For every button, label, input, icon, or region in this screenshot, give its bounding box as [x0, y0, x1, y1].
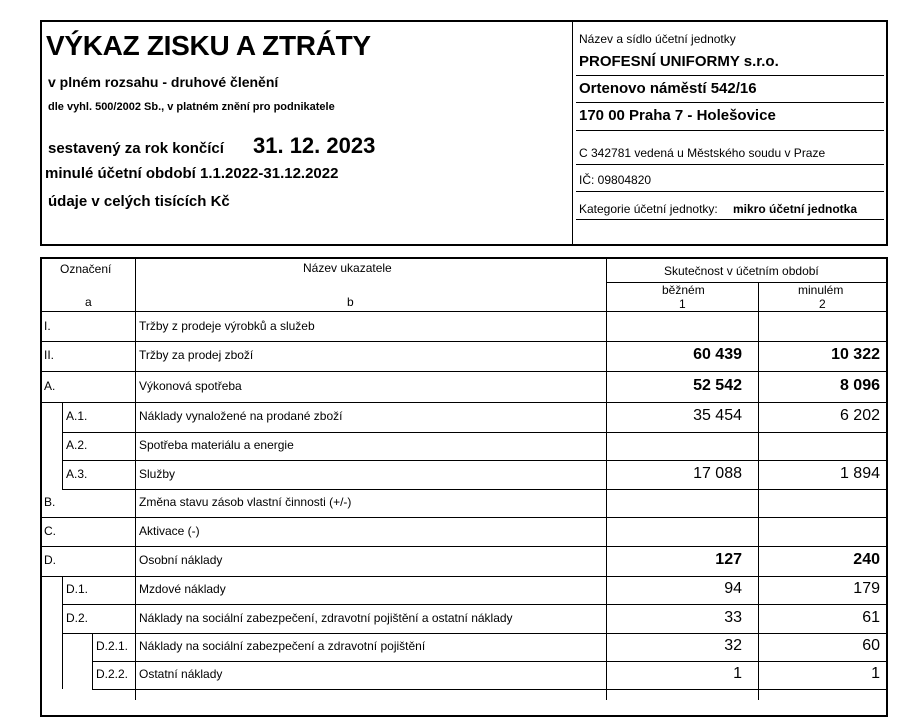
row-previous-value: 6 202: [839, 407, 880, 424]
row-current-value: 33: [724, 608, 742, 626]
column-name-sub: b: [347, 295, 354, 309]
row-code: I.: [44, 318, 51, 333]
row-code: A.: [44, 378, 56, 393]
units-note: údaje v celých tisících Kč: [48, 193, 230, 210]
row-name: Mzdové náklady: [139, 582, 226, 596]
column-code-header: Označení: [60, 262, 112, 276]
row-name: Výkonová spotřeba: [139, 378, 242, 393]
row-current-value: 1: [733, 665, 742, 682]
row-divider: [41, 546, 887, 547]
indent-line: [92, 661, 93, 689]
row-previous-value: 60: [862, 637, 880, 654]
row-name: Náklady na sociální zabezpečení a zdravotní pojištění: [139, 639, 426, 653]
column-previous-sub: 2: [819, 297, 826, 311]
entity-name: PROFESNÍ UNIFORMY s.r.o.: [579, 53, 779, 70]
indent-line: [62, 576, 63, 604]
row-divider: [41, 341, 887, 342]
row-name: Tržby z prodeje výrobků a služeb: [139, 318, 315, 333]
indent-line: [62, 661, 63, 689]
row-code: D.2.1.: [96, 639, 129, 653]
row-divider: [41, 517, 887, 518]
row-code: D.2.: [66, 610, 89, 625]
column-code-sub: a: [85, 295, 92, 309]
row-divider: [41, 576, 887, 577]
row-code: B.: [44, 495, 56, 509]
row-name: Změna stavu zásob vlastní činnosti (+/-): [139, 495, 352, 509]
row-name: Osobní náklady: [139, 553, 223, 567]
row-current-value: 127: [715, 551, 742, 568]
row-code: A.3.: [66, 466, 88, 481]
row-divider: [41, 402, 887, 403]
row-code: D.1.: [66, 582, 89, 596]
column-current-header: běžném: [662, 283, 705, 297]
rule-2: [576, 102, 884, 103]
report-title: VÝKAZ ZISKU A ZTRÁTY: [46, 30, 371, 61]
row-code: C.: [44, 523, 56, 538]
column-name-header: Název ukazatele: [303, 261, 392, 275]
header-bottom: [41, 311, 887, 312]
row-previous-value: 240: [853, 551, 880, 568]
indent-line: [62, 604, 63, 633]
legal-basis: dle vyhl. 500/2002 Sb., v platném znění pro podnikatele: [48, 101, 335, 113]
entity-ico: IČ: 09804820: [579, 173, 652, 187]
row-code: A.2.: [66, 438, 88, 452]
entity-category-label: Kategorie účetní jednotky:: [579, 202, 718, 216]
row-code: II.: [44, 348, 55, 362]
indent-line: [62, 460, 63, 489]
rule-5: [576, 191, 884, 192]
row-divider: [41, 371, 887, 372]
indent-line: [62, 633, 63, 661]
column-previous-header: minulém: [798, 283, 844, 297]
row-name: Náklady vynaložené na prodané zboží: [139, 409, 343, 423]
header-divider: [572, 21, 573, 245]
rule-1: [576, 75, 884, 76]
row-current-value: 60 439: [693, 346, 742, 363]
rule-6: [576, 219, 884, 220]
row-divider: [92, 689, 887, 690]
row-name: Aktivace (-): [139, 523, 200, 538]
entity-street: Ortenovo náměstí 542/16: [579, 80, 757, 97]
row-divider: [62, 489, 887, 490]
row-divider: [62, 460, 887, 461]
year-label: sestavený za rok končící: [48, 140, 224, 157]
header-split: [607, 282, 887, 283]
row-name: Tržby za prodej zboží: [139, 348, 254, 362]
row-code: D.: [44, 553, 56, 567]
previous-period: minulé účetní období 1.1.2022-31.12.2022: [45, 165, 339, 182]
row-previous-value: 61: [862, 608, 880, 626]
row-name: Náklady na sociální zabezpečení, zdravotní pojištění a ostatní náklady: [139, 610, 513, 625]
row-current-value: 94: [724, 580, 742, 597]
entity-register: C 342781 vedená u Městského soudu v Praze: [579, 146, 826, 160]
row-code: D.2.2.: [96, 667, 129, 681]
row-current-value: 32: [724, 637, 742, 654]
row-current-value: 17 088: [693, 464, 742, 482]
row-previous-value: 1 894: [839, 464, 880, 482]
row-name: Ostatní náklady: [139, 667, 223, 681]
row-previous-value: 10 322: [831, 346, 880, 363]
entity-category-value: mikro účetní jednotka: [733, 202, 858, 216]
row-previous-value: 8 096: [839, 376, 880, 394]
row-previous-value: 1: [871, 665, 880, 682]
row-name: Spotřeba materiálu a energie: [139, 438, 294, 452]
row-divider: [62, 604, 887, 605]
year-date: 31. 12. 2023: [253, 133, 376, 158]
indent-line: [62, 432, 63, 460]
row-current-value: 35 454: [693, 407, 742, 424]
row-current-value: 52 542: [693, 376, 742, 394]
entity-label: Název a sídlo účetní jednotky: [579, 32, 736, 46]
col-line-3: [758, 283, 759, 700]
row-divider: [62, 432, 887, 433]
column-actual-header: Skutečnost v účetním období: [664, 264, 819, 278]
rule-4: [576, 164, 884, 165]
rule-3: [576, 130, 884, 131]
indent-line: [92, 633, 93, 661]
row-divider: [62, 633, 887, 634]
column-current-sub: 1: [679, 297, 686, 311]
row-code: A.1.: [66, 409, 88, 423]
entity-city: 170 00 Praha 7 - Holešovice: [579, 107, 776, 124]
row-previous-value: 179: [853, 580, 880, 597]
report-subtitle: v plném rozsahu - druhové členění: [48, 74, 279, 90]
row-name: Služby: [139, 466, 176, 481]
indent-line: [62, 402, 63, 432]
row-divider: [92, 661, 887, 662]
